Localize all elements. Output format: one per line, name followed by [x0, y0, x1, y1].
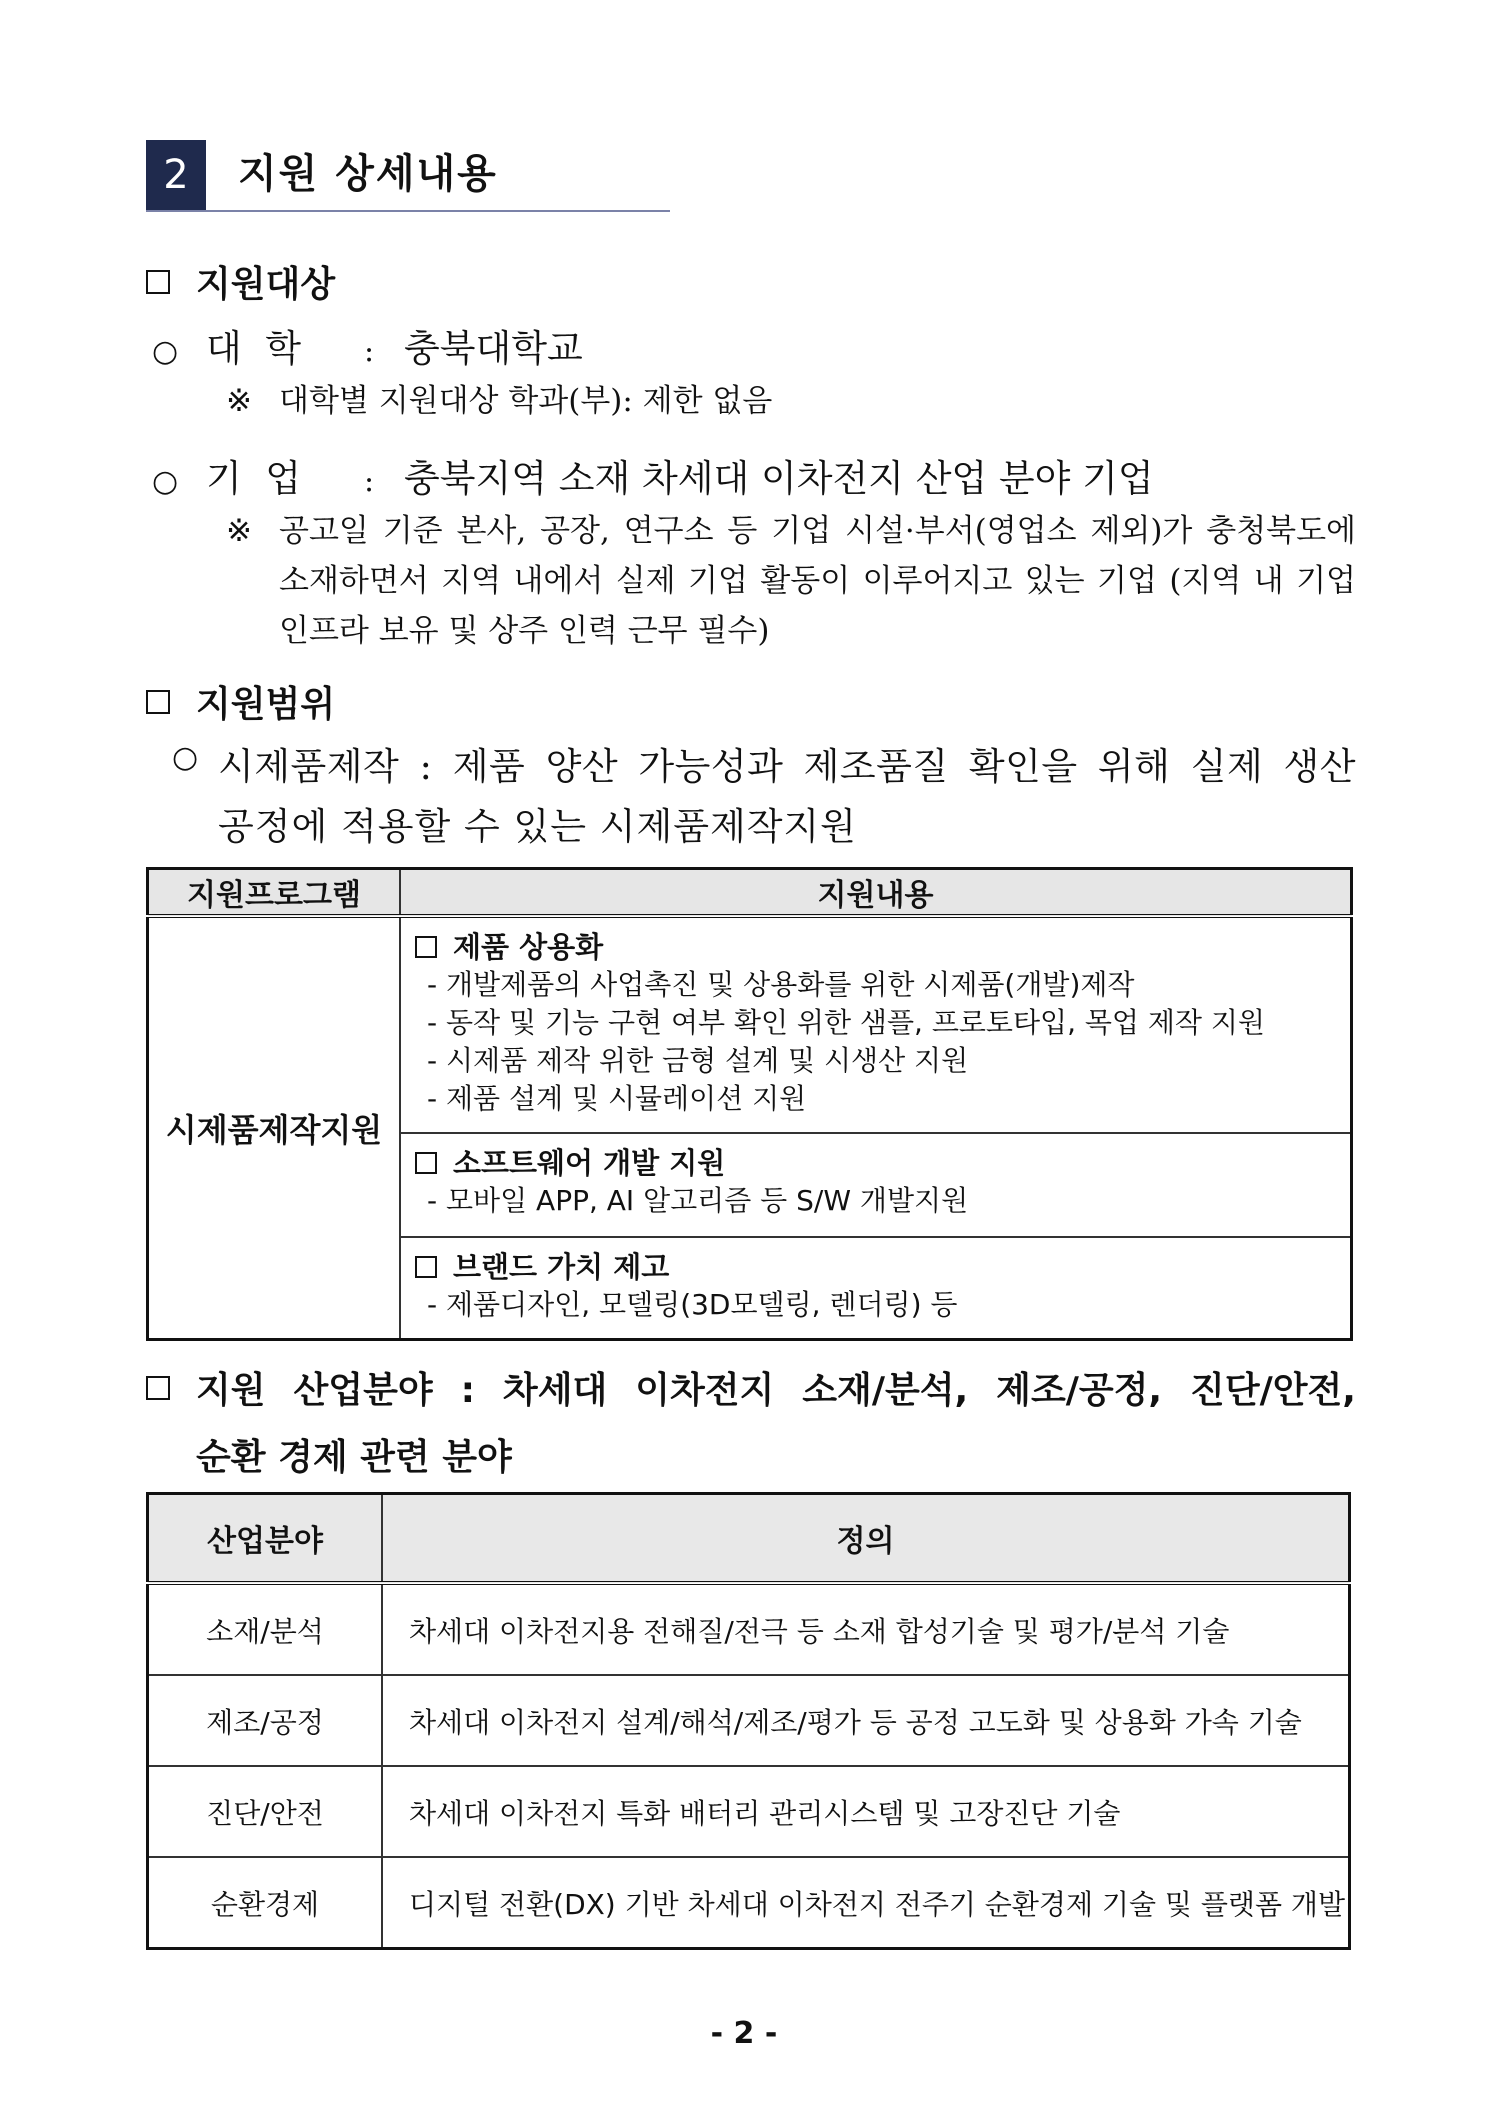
header-program: 지원프로그램	[148, 869, 401, 917]
company-note-text: 공고일 기준 본사, 공장, 연구소 등 기업 시설·부서(영업소 제외)가 충청북도에 소재하면서 지역 내에서 실제 기업 활동이 이루어지고 있는 기업 (지역 내 기업 인프라 보유 및 상주 인력 근무 필수)	[279, 513, 1356, 649]
company-value: 충북지역 소재 차세대 이차전지 산업 분야 기업	[404, 457, 1154, 500]
industry-definition: 디지털 전환(DX) 기반 차세대 이차전지 전주기 순환경제 기술 및 플랫폼 개발	[382, 1857, 1350, 1949]
program-row	[148, 916, 1352, 1340]
block-item: - 제품디자인, 모델링(3D모델링, 렌더링) 등	[427, 1288, 958, 1321]
target-heading	[146, 256, 335, 307]
industry-definition: 차세대 이차전지용 전해질/전극 등 소재 합성기술 및 평가/분석 기술	[382, 1583, 1350, 1675]
scope-line-1-text: 시제품제작 : 제품 양산 가능성과 제조품질 확인을 위해 실제 생산	[218, 745, 1356, 788]
block-title	[415, 928, 1336, 966]
program-table-header	[148, 869, 1352, 917]
section-divider	[146, 210, 670, 212]
company-line	[152, 448, 1154, 502]
content-block-commercialization	[401, 918, 1350, 1134]
table-row	[148, 1675, 1350, 1766]
scope-heading	[146, 676, 335, 727]
industry-name: 소재/분석	[148, 1583, 383, 1675]
block-title-text: 소프트웨어 개발 지원	[453, 1146, 726, 1180]
program-content	[400, 916, 1352, 1340]
industry-table	[146, 1492, 1351, 1950]
university-note	[226, 376, 1356, 426]
page-number: - 2 -	[710, 2016, 778, 2051]
header-content: 지원내용	[400, 869, 1352, 917]
table-row	[148, 1857, 1350, 1949]
scope-line-1	[172, 736, 1356, 790]
section-title: 지원 상세내용	[238, 151, 498, 197]
block-item: - 시제품 제작 위한 금형 설계 및 시생산 지원	[427, 1044, 969, 1077]
table-row	[148, 1583, 1350, 1675]
industry-name: 순환경제	[148, 1857, 383, 1949]
university-sep: :	[364, 334, 375, 369]
block-item: - 개발제품의 사업촉진 및 상용화를 위한 시제품(개발)제작	[427, 968, 1135, 1001]
header-definition: 정의	[382, 1494, 1350, 1584]
scope-heading-text: 지원범위	[196, 684, 336, 725]
table-row	[148, 1766, 1350, 1857]
industry-name: 진단/안전	[148, 1766, 383, 1857]
checkbox-square-icon	[415, 1256, 437, 1278]
industry-heading	[146, 1362, 1356, 1480]
university-label: 대 학	[206, 327, 302, 370]
block-title	[415, 1248, 1336, 1286]
circle-bullet-icon: ○	[152, 334, 179, 369]
block-item: - 동작 및 기능 구현 여부 확인 위한 샘플, 프로토타입, 목업 제작 지원	[427, 1006, 1265, 1039]
company-sep: :	[364, 464, 375, 499]
program-table	[146, 867, 1353, 1341]
section-number: 2	[146, 140, 206, 210]
university-line	[152, 318, 583, 372]
university-value: 충북대학교	[404, 327, 583, 370]
industry-heading-line-2: 순환 경제 관련 분야	[196, 1437, 512, 1478]
scope-line-2: 공정에 적용할 수 있는 시제품제작지원	[218, 805, 857, 848]
circle-bullet-icon: ○	[152, 464, 179, 499]
checkbox-square-icon	[146, 270, 170, 294]
content-block-brand	[401, 1238, 1350, 1338]
checkbox-square-icon	[415, 1152, 437, 1174]
block-title-text: 제품 상용화	[453, 930, 604, 964]
program-name: 시제품제작지원	[148, 916, 401, 1340]
checkbox-square-icon	[415, 936, 437, 958]
university-note-text: 대학별 지원대상 학과(부): 제한 없음	[279, 383, 773, 419]
industry-heading-line-1: 지원 산업분야 : 차세대 이차전지 소재/분석, 제조/공정, 진단/안전,	[196, 1370, 1356, 1411]
content-block-software	[401, 1134, 1350, 1238]
circle-bullet-icon: ○	[172, 740, 199, 775]
industry-name: 제조/공정	[148, 1675, 383, 1766]
checkbox-square-icon	[146, 1376, 170, 1400]
header-industry: 산업분야	[148, 1494, 383, 1584]
company-label: 기 업	[206, 457, 302, 500]
note-mark: ※	[226, 513, 252, 549]
block-item: - 모바일 APP, AI 알고리즘 등 S/W 개발지원	[427, 1184, 969, 1217]
industry-table-header	[148, 1494, 1350, 1584]
industry-definition: 차세대 이차전지 설계/해석/제조/평가 등 공정 고도화 및 상용화 가속 기술	[382, 1675, 1350, 1766]
block-title	[415, 1144, 1336, 1182]
note-mark: ※	[226, 383, 252, 419]
industry-definition: 차세대 이차전지 특화 배터리 관리시스템 및 고장진단 기술	[382, 1766, 1350, 1857]
target-heading-text: 지원대상	[196, 264, 336, 305]
company-note	[226, 506, 1356, 656]
block-title-text: 브랜드 가치 제고	[453, 1250, 670, 1284]
block-item: - 제품 설계 및 시뮬레이션 지원	[427, 1082, 807, 1115]
checkbox-square-icon	[146, 690, 170, 714]
